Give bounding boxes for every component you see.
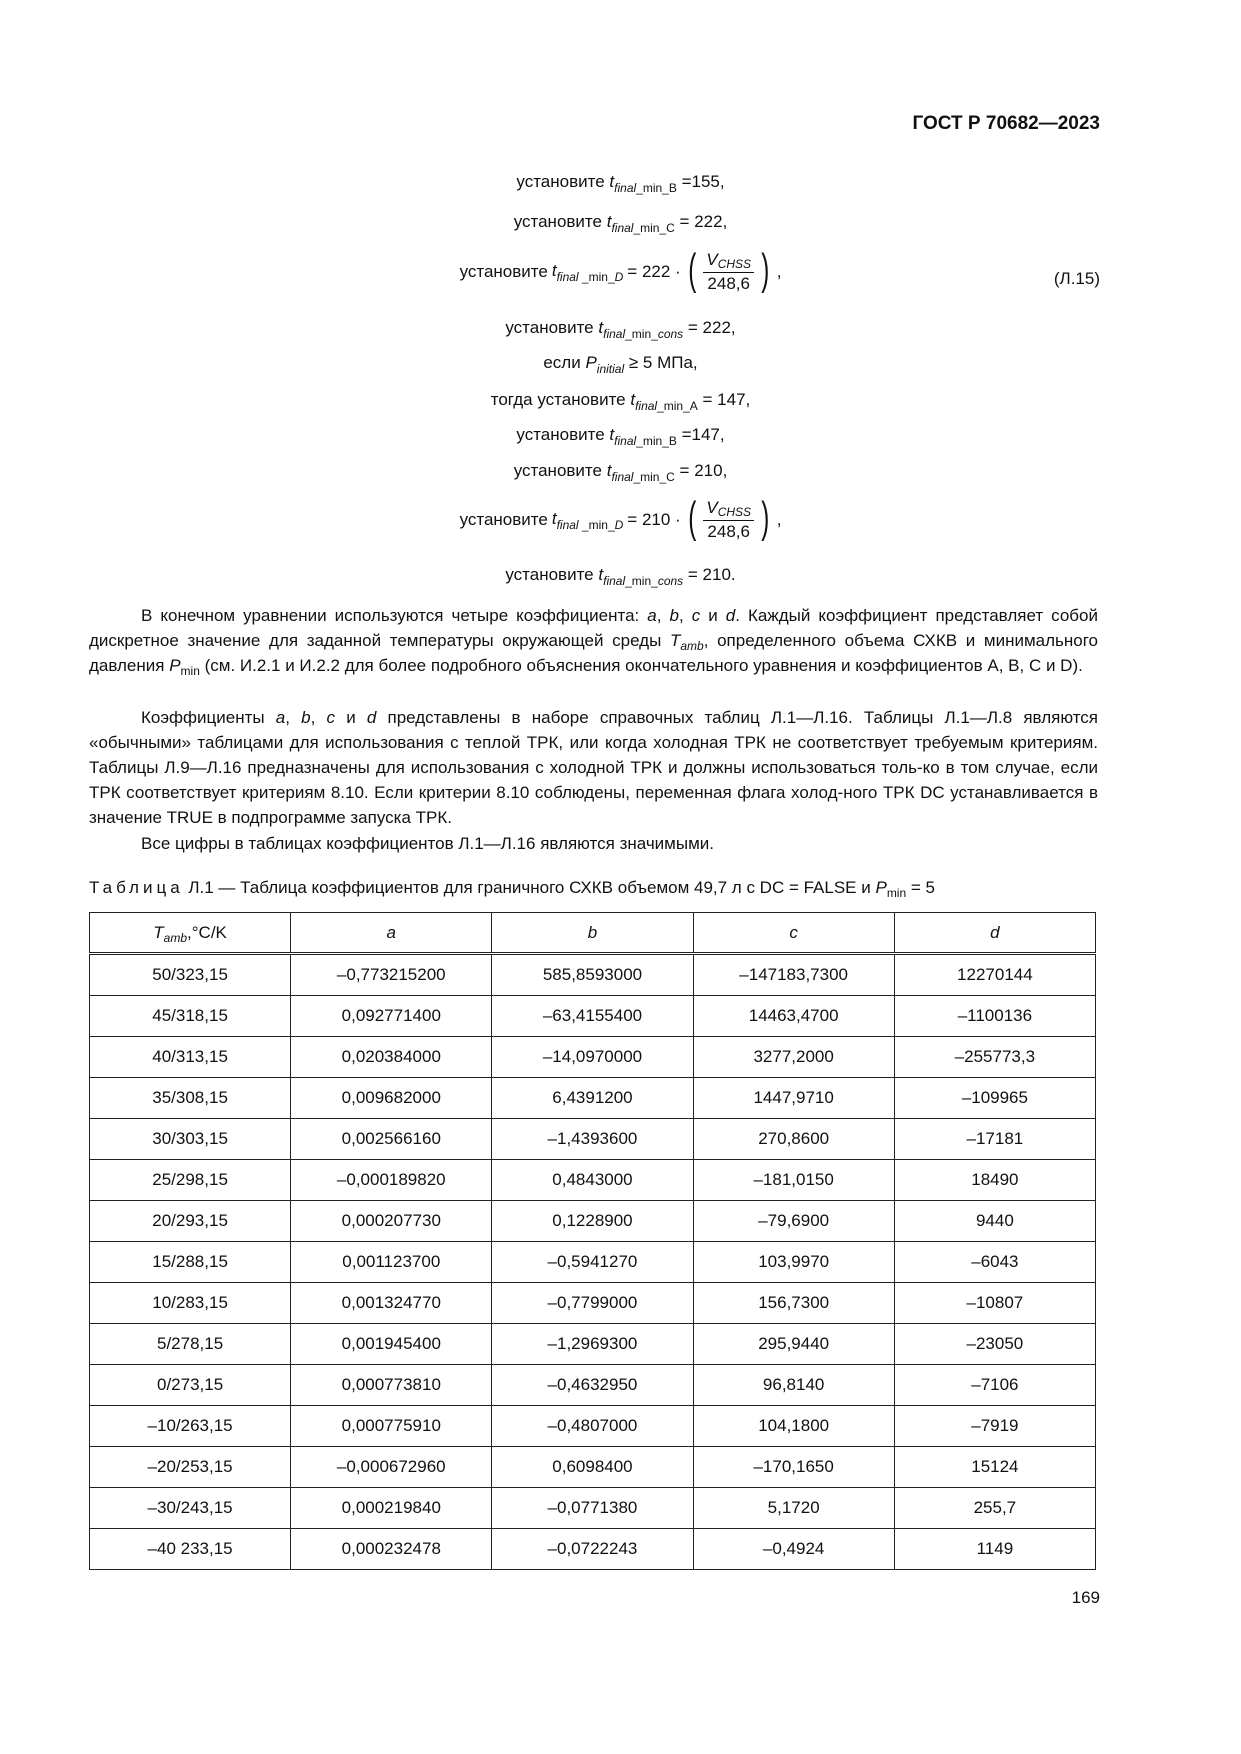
equation-line: установите $t_{final\_min\_B} =147$, — [516, 425, 725, 448]
cell-a: 0,002566160 — [291, 1119, 492, 1160]
page-number: 169 — [1071, 1588, 1100, 1607]
cell-c: 295,9440 — [693, 1324, 894, 1365]
equation-line: установите $t_{final\_min\_cons} = 210$. — [505, 565, 736, 588]
table-header-row — [90, 913, 1096, 954]
cell-b: 6,4391200 — [492, 1078, 693, 1119]
cell-a: 0,092771400 — [291, 996, 492, 1037]
cell-d: –6043 — [894, 1242, 1095, 1283]
cell-tamb: 40/313,15 — [90, 1037, 291, 1078]
cell-c: 14463,4700 — [693, 996, 894, 1037]
cell-b: –0,0722243 — [492, 1529, 693, 1570]
cell-b: –0,0771380 — [492, 1488, 693, 1529]
table-row — [90, 1406, 1096, 1447]
cell-d: –7106 — [894, 1365, 1095, 1406]
cell-b: –1,2969300 — [492, 1324, 693, 1365]
cell-c: 104,1800 — [693, 1406, 894, 1447]
cell-c: 5,1720 — [693, 1488, 894, 1529]
cell-a: 0,000219840 — [291, 1488, 492, 1529]
cell-c: –79,6900 — [693, 1201, 894, 1242]
table-row — [90, 1242, 1096, 1283]
cell-d: 12270144 — [894, 954, 1095, 996]
table-caption: Таблица Л.1 — Таблица коэффициентов для граничного СХКВ объемом 49,7 л с DC = FALSE и $P_{min} = 5$ — [89, 878, 935, 900]
cell-d: –17181 — [894, 1119, 1095, 1160]
cell-tamb: –40 233,15 — [90, 1529, 291, 1570]
cell-tamb: 35/308,15 — [90, 1078, 291, 1119]
fraction: $\frac{V_{CHSS}}{248,6}$ — [703, 498, 754, 542]
table-row — [90, 1078, 1096, 1119]
cell-c: 156,7300 — [693, 1283, 894, 1324]
cell-tamb: 15/288,15 — [90, 1242, 291, 1283]
table-row — [90, 1119, 1096, 1160]
cell-d: 18490 — [894, 1160, 1095, 1201]
cell-c: 96,8140 — [693, 1365, 894, 1406]
equation-line-fraction: установите $t_{final \_min\_D}$ = 222 · ( $\frac{V_{CHSS}}{248,6}$ ) , — [459, 245, 782, 294]
equation-number: (Л.15) — [1053, 269, 1100, 288]
column-header-d: d — [894, 913, 1095, 954]
cell-a: 0,020384000 — [291, 1037, 492, 1078]
cell-tamb: 50/323,15 — [90, 954, 291, 996]
cell-tamb: –30/243,15 — [90, 1488, 291, 1529]
cell-b: –1,4393600 — [492, 1119, 693, 1160]
table-row — [90, 1447, 1096, 1488]
table-row — [90, 1324, 1096, 1365]
equation-line: тогда установите $t_{final\_min\_A} = 147$, — [490, 390, 751, 413]
table-row — [90, 1160, 1096, 1201]
cell-tamb: 45/318,15 — [90, 996, 291, 1037]
cell-tamb: 25/298,15 — [90, 1160, 291, 1201]
cell-a: 0,001324770 — [291, 1283, 492, 1324]
cell-b: –0,4807000 — [492, 1406, 693, 1447]
equation-line: установите $t_{final\_min\_cons} = 222$, — [505, 318, 736, 341]
cell-c: –181,0150 — [693, 1160, 894, 1201]
cell-c: –0,4924 — [693, 1529, 894, 1570]
cell-a: 0,000207730 — [291, 1201, 492, 1242]
fraction: $\frac{V_{CHSS}}{248,6}$ — [703, 250, 754, 294]
cell-d: –255773,3 — [894, 1037, 1095, 1078]
cell-b: –63,4155400 — [492, 996, 693, 1037]
cell-tamb: 0/273,15 — [90, 1365, 291, 1406]
table-row — [90, 1529, 1096, 1570]
column-header-b: b — [492, 913, 693, 954]
cell-tamb: 30/303,15 — [90, 1119, 291, 1160]
cell-tamb: 10/283,15 — [90, 1283, 291, 1324]
cell-a: –0,000672960 — [291, 1447, 492, 1488]
table-row — [90, 1365, 1096, 1406]
table-row — [90, 1201, 1096, 1242]
cell-d: –23050 — [894, 1324, 1095, 1365]
equation-line: если $P_{initial} \ge 5$ МПа, — [543, 353, 698, 376]
equation-line-fraction: установите $t_{final \_min\_D}$ = 210 · ( $\frac{V_{CHSS}}{248,6}$ ) , — [459, 493, 782, 542]
column-header-a: a — [291, 913, 492, 954]
cell-d: 9440 — [894, 1201, 1095, 1242]
cell-a: 0,009682000 — [291, 1078, 492, 1119]
cell-a: 0,000775910 — [291, 1406, 492, 1447]
column-header-tamb: $T_{amb},^\circ C/K$ — [90, 913, 291, 954]
cell-a: 0,000773810 — [291, 1365, 492, 1406]
cell-b: –14,0970000 — [492, 1037, 693, 1078]
cell-tamb: –10/263,15 — [90, 1406, 291, 1447]
body-paragraph: Коэффициенты a, b, c и d представлены в наборе справочных таблиц Л.1—Л.16. Таблицы Л.1—Л.8 являются «обычными» таблицами для использования с теплой ТРК, или когда холодная ТРК не соответствует требуемым критериям. Таблицы Л.9—Л.16 предназначены для использования с холодной ТРК и должны использоваться толь-ко в том случае, если ТРК соответствует критериям 8.10. Если критерии 8.10 соблюдены, переменная флага холод-ного ТРК DC устанавливается в значение TRUE в подпрограмме запуска ТРК. — [89, 708, 1098, 827]
cell-d: 1149 — [894, 1529, 1095, 1570]
body-paragraph: В конечном уравнении используются четыре коэффициента: a, b, c и d. Каждый коэффициент представляет собой дискретное значение для заданной температуры окружающей среды $T_{amb}$, определенного объема СХКВ и минимального давления $P_{min}$ (см. И.2.1 и И.2.2 для более подробного объяснения окончательного уравнения и коэффициентов A, B, C и D). — [89, 606, 1099, 678]
cell-b: –0,7799000 — [492, 1283, 693, 1324]
cell-c: 1447,9710 — [693, 1078, 894, 1119]
cell-b: 0,1228900 — [492, 1201, 693, 1242]
cell-b: –0,5941270 — [492, 1242, 693, 1283]
cell-a: 0,001123700 — [291, 1242, 492, 1283]
cell-b: –0,4632950 — [492, 1365, 693, 1406]
table-row — [90, 1037, 1096, 1078]
table-body — [90, 954, 1096, 1570]
cell-a: 0,001945400 — [291, 1324, 492, 1365]
cell-a: –0,773215200 — [291, 954, 492, 996]
cell-c: 3277,2000 — [693, 1037, 894, 1078]
cell-a: –0,000189820 — [291, 1160, 492, 1201]
table-row — [90, 954, 1096, 996]
cell-b: 0,6098400 — [492, 1447, 693, 1488]
cell-b: 585,8593000 — [492, 954, 693, 996]
coefficient-table — [89, 912, 1096, 1570]
cell-c: 270,8600 — [693, 1119, 894, 1160]
cell-d: –1100136 — [894, 996, 1095, 1037]
cell-c: –170,1650 — [693, 1447, 894, 1488]
column-header-c: c — [693, 913, 894, 954]
table-row — [90, 996, 1096, 1037]
cell-a: 0,000232478 — [291, 1529, 492, 1570]
body-paragraph: Все цифры в таблицах коэффициентов Л.1—Л.16 являются значимыми. — [141, 834, 714, 853]
table-row — [90, 1488, 1096, 1529]
cell-d: 255,7 — [894, 1488, 1095, 1529]
cell-d: –7919 — [894, 1406, 1095, 1447]
cell-d: –10807 — [894, 1283, 1095, 1324]
table-row — [90, 1283, 1096, 1324]
cell-tamb: –20/253,15 — [90, 1447, 291, 1488]
cell-d: 15124 — [894, 1447, 1095, 1488]
cell-c: –147183,7300 — [693, 954, 894, 996]
document-code: ГОСТ Р 70682—2023 — [912, 113, 1100, 134]
equation-line: установите $t_{final\_min\_C} = 222$, — [513, 212, 728, 235]
cell-c: 103,9970 — [693, 1242, 894, 1283]
equation-line: установите $t_{final\_min\_B} =155$, — [516, 172, 725, 195]
cell-b: 0,4843000 — [492, 1160, 693, 1201]
cell-tamb: 20/293,15 — [90, 1201, 291, 1242]
cell-d: –109965 — [894, 1078, 1095, 1119]
equation-line: установите $t_{final\_min\_C} = 210$, — [513, 461, 728, 484]
cell-tamb: 5/278,15 — [90, 1324, 291, 1365]
